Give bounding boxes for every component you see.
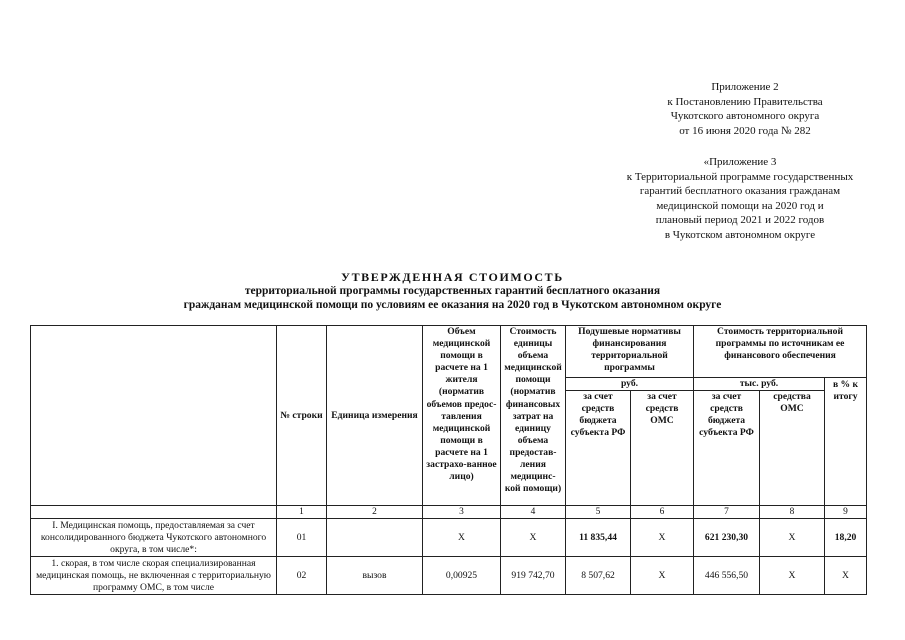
column-number: 3 xyxy=(423,506,501,519)
row-oms-per-capita: Х xyxy=(631,519,694,557)
column-number: 9 xyxy=(825,506,867,519)
row-budget-total: 446 556,50 xyxy=(694,557,760,595)
row-unit-cost: Х xyxy=(501,519,566,557)
column-number: 2 xyxy=(327,506,423,519)
row-name: I. Медицинская помощь, предоставляемая за счет консолидированного бюджета Чукотского автономного округа, в том числе*: xyxy=(31,519,277,557)
header-percent: в % к итогу xyxy=(825,378,867,506)
column-number: 4 xyxy=(501,506,566,519)
header-total-cost: Стоимость территориальной программы по источникам ее финансового обеспечения xyxy=(694,326,867,378)
row-unit: вызов xyxy=(327,557,423,595)
row-percent: 18,20 xyxy=(825,519,867,557)
appendix-3-line: гарантий бесплатного оказания гражданам xyxy=(639,185,841,197)
header-unit-cost: Стоимость единицы объема медицинской помощи (норматив финансовых затрат на единицу объема предостав-ления медицинс-кой помощи) xyxy=(501,326,566,506)
row-volume: Х xyxy=(423,519,501,557)
cost-table xyxy=(30,325,867,595)
row-name: 1. скорая, в том числе скорая специализированная медицинская помощь, не включенная с территориальную программу ОМС, в том числе xyxy=(31,557,277,595)
header-volume: Объем медицинской помощи в расчете на 1 жителя (норматив объемов предос-тавления медицинской помощи в расчете на 1 застрахо-ванное лицо) xyxy=(423,326,501,506)
header-name-cell xyxy=(31,326,277,506)
appendix-2-line: от 16 июня 2020 года № 282 xyxy=(679,124,811,137)
row-number: 02 xyxy=(277,557,327,595)
row-oms-total: Х xyxy=(760,519,825,557)
appendix-3-line: в Чукотском автономном округе xyxy=(664,228,816,241)
column-number: 5 xyxy=(566,506,631,519)
appendix-3-block xyxy=(560,155,905,242)
appendix-3-line: к Территориальной программе государственных xyxy=(626,170,854,183)
column-number: 8 xyxy=(760,506,825,519)
column-number: 1 xyxy=(277,506,327,519)
table-header-row xyxy=(31,326,867,378)
row-percent: Х xyxy=(825,557,867,595)
header-budget: за счет средств бюджета субъекта РФ xyxy=(566,391,631,506)
document-title xyxy=(0,270,905,312)
appendix-2-line: Приложение 2 xyxy=(711,81,779,93)
column-number-empty xyxy=(31,506,277,519)
row-oms-total: Х xyxy=(760,557,825,595)
header-row-no: № строки xyxy=(277,326,327,506)
document-title-line: гражданам медицинской помощи по условиям ее оказания на 2020 год в Чукотском автономном округе xyxy=(183,299,722,311)
header-oms-total: средства ОМС xyxy=(760,391,825,506)
row-budget-per-capita: 8 507,62 xyxy=(566,557,631,595)
appendix-3-line: плановый период 2021 и 2022 годов xyxy=(655,214,825,226)
appendix-3-line: медицинской помощи на 2020 год и xyxy=(656,199,824,212)
row-number: 01 xyxy=(277,519,327,557)
column-number-row xyxy=(31,506,867,519)
table-row xyxy=(31,557,867,595)
appendix-2-block xyxy=(570,80,905,138)
table-row xyxy=(31,519,867,557)
row-unit xyxy=(327,519,423,557)
document-title-line: территориальной программы государственных гарантий бесплатного оказания xyxy=(244,285,661,297)
column-number: 6 xyxy=(631,506,694,519)
row-budget-per-capita: 11 835,44 xyxy=(566,519,631,557)
header-per-capita: Подушевые нормативы финансирования территориальной программы xyxy=(566,326,694,378)
row-volume: 0,00925 xyxy=(423,557,501,595)
header-oms: за счет средств ОМС xyxy=(631,391,694,506)
appendix-3-line: «Приложение 3 xyxy=(703,156,777,168)
row-oms-per-capita: Х xyxy=(631,557,694,595)
row-budget-total: 621 230,30 xyxy=(694,519,760,557)
column-number: 7 xyxy=(694,506,760,519)
header-budget-total: за счет средств бюджета субъекта РФ xyxy=(694,391,760,506)
header-unit: Единица измерения xyxy=(327,326,423,506)
appendix-2-line: Чукотского автономного округа xyxy=(670,110,820,122)
row-unit-cost: 919 742,70 xyxy=(501,557,566,595)
header-thousand-rub: тыс. руб. xyxy=(694,378,825,391)
document-title-main: УТВЕРЖДЕННАЯ СТОИМОСТЬ xyxy=(341,270,564,284)
appendix-2-line: к Постановлению Правительства xyxy=(667,95,823,108)
header-per-capita-unit: руб. xyxy=(566,378,694,391)
